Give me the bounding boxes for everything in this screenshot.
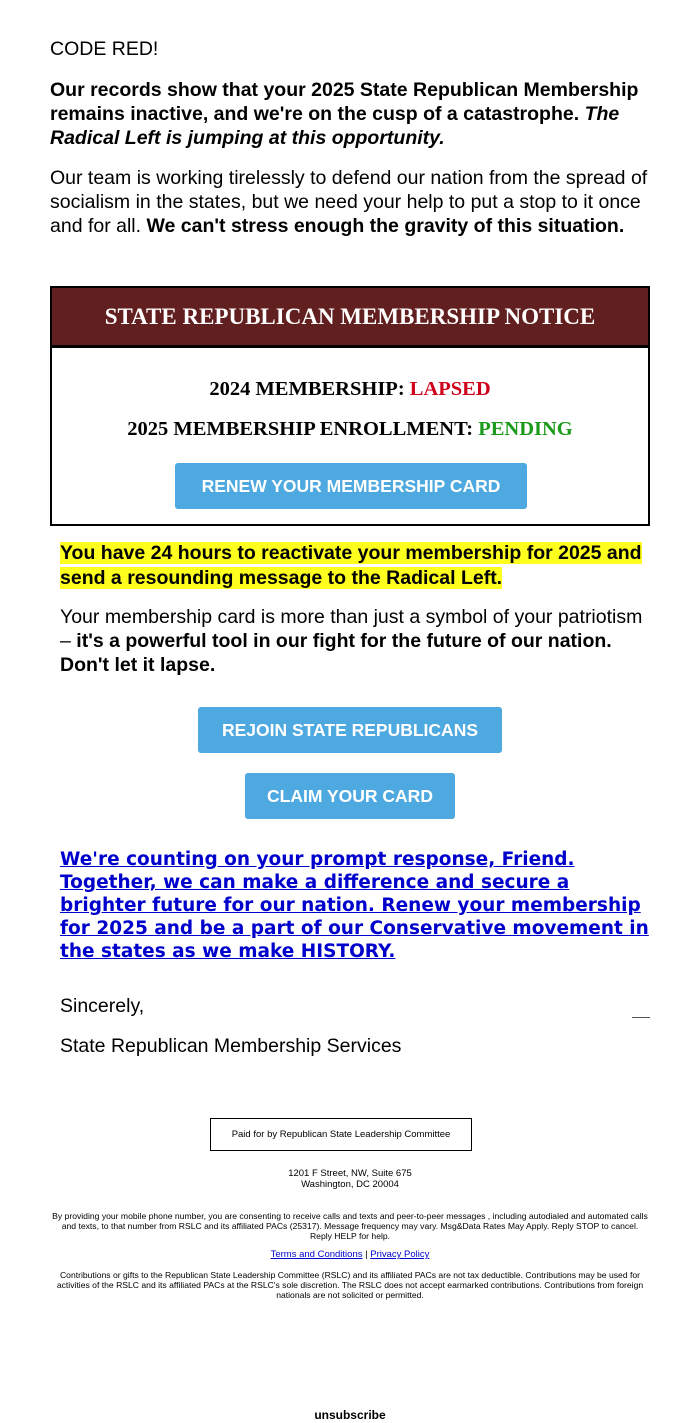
claim-card-button[interactable]: CLAIM YOUR CARD <box>245 773 455 819</box>
membership-notice-box <box>50 286 650 526</box>
deadline-highlight: You have 24 hours to reactivate your membership for 2025 and send a resounding message to the Radical Left. <box>60 542 642 589</box>
address-line-2: Washington, DC 20004 <box>301 1178 399 1190</box>
lapsed-status: LAPSED <box>409 378 491 400</box>
sms-consent-text: By providing your mobile phone number, you are consenting to receive calls and texts and peer-to-peer messages , including autodialed and automated calls and texts, to that number from RSLC and its affiliated PACs (25317). Message frequency may vary. Msg&Data Rates May Apply. Reply STOP to cancel. Reply HELP for help. <box>52 1211 648 1241</box>
divider-dash <box>632 1017 650 1018</box>
membership-2024-label: 2024 MEMBERSHIP: <box>209 378 405 400</box>
enrollment-2025-label: 2025 MEMBERSHIP ENROLLMENT: <box>127 418 474 440</box>
card-text: Your membership card is more than just a symbol of your patriotism – <box>60 606 643 652</box>
team-bold-text: We can't stress enough the gravity of this situation. <box>146 215 625 237</box>
footer-links <box>50 1249 650 1261</box>
code-red-heading: CODE RED! <box>50 38 159 60</box>
team-text: Our team is working tirelessly to defend our nation from the spread of socialism in the states, but we need your help to put a stop to it once and for all. <box>50 167 648 237</box>
unsubscribe-link[interactable]: unsubscribe <box>314 1408 386 1422</box>
renew-link[interactable]: We're counting on your prompt response, Friend. Together, we can make a difference and secure a brighter future for our nation. Renew your membership for 2025 and be a part of our Conservative movement in the states as we make HISTORY. <box>60 849 649 962</box>
intro-bold-text: Our records show that your 2025 State Republican Membership remains inactive, and we're on the cusp of a catastrophe. <box>50 79 639 125</box>
privacy-link[interactable]: Privacy Policy <box>370 1249 430 1260</box>
paid-for-box: Paid for by Republican State Leadership Committee <box>210 1118 472 1151</box>
address-block <box>50 1169 650 1190</box>
address-line-1: 1201 F Street, NW, Suite 675 <box>288 1168 412 1179</box>
notice-title: STATE REPUBLICAN MEMBERSHIP NOTICE <box>52 288 648 348</box>
rejoin-button[interactable]: REJOIN STATE REPUBLICANS <box>198 707 502 753</box>
renew-membership-card-button[interactable]: RENEW YOUR MEMBERSHIP CARD <box>175 463 527 509</box>
enrollment-2025-status <box>52 418 648 441</box>
pending-status: PENDING <box>478 418 573 440</box>
terms-link[interactable]: Terms and Conditions <box>270 1249 363 1260</box>
sincerely-text: Sincerely, <box>60 995 145 1017</box>
contributions-disclaimer: Contributions or gifts to the Republican State Leadership Committee (RSLC) and its affiliated PACs are not tax deductible. Contributions may be used for activities of the RSLC and its affiliated PACs at the RSLC's sole discretion. The RSLC does not accept earmarked contributions. Contributions from foreign nationals are not solicited or permitted. <box>56 1270 644 1300</box>
deadline-paragraph <box>60 541 650 590</box>
card-bold-text: it's a powerful tool in our fight for the future of our nation. Don't let it lapse. <box>60 630 612 676</box>
membership-card-paragraph <box>60 605 650 677</box>
intro-italic-text: The Radical Left is jumping at this opportunity. <box>50 103 620 149</box>
signature-text: State Republican Membership Services <box>60 1035 402 1057</box>
team-paragraph <box>50 166 650 238</box>
link-separator: | <box>365 1249 368 1260</box>
intro-paragraph <box>50 78 650 150</box>
membership-2024-status <box>52 378 648 401</box>
